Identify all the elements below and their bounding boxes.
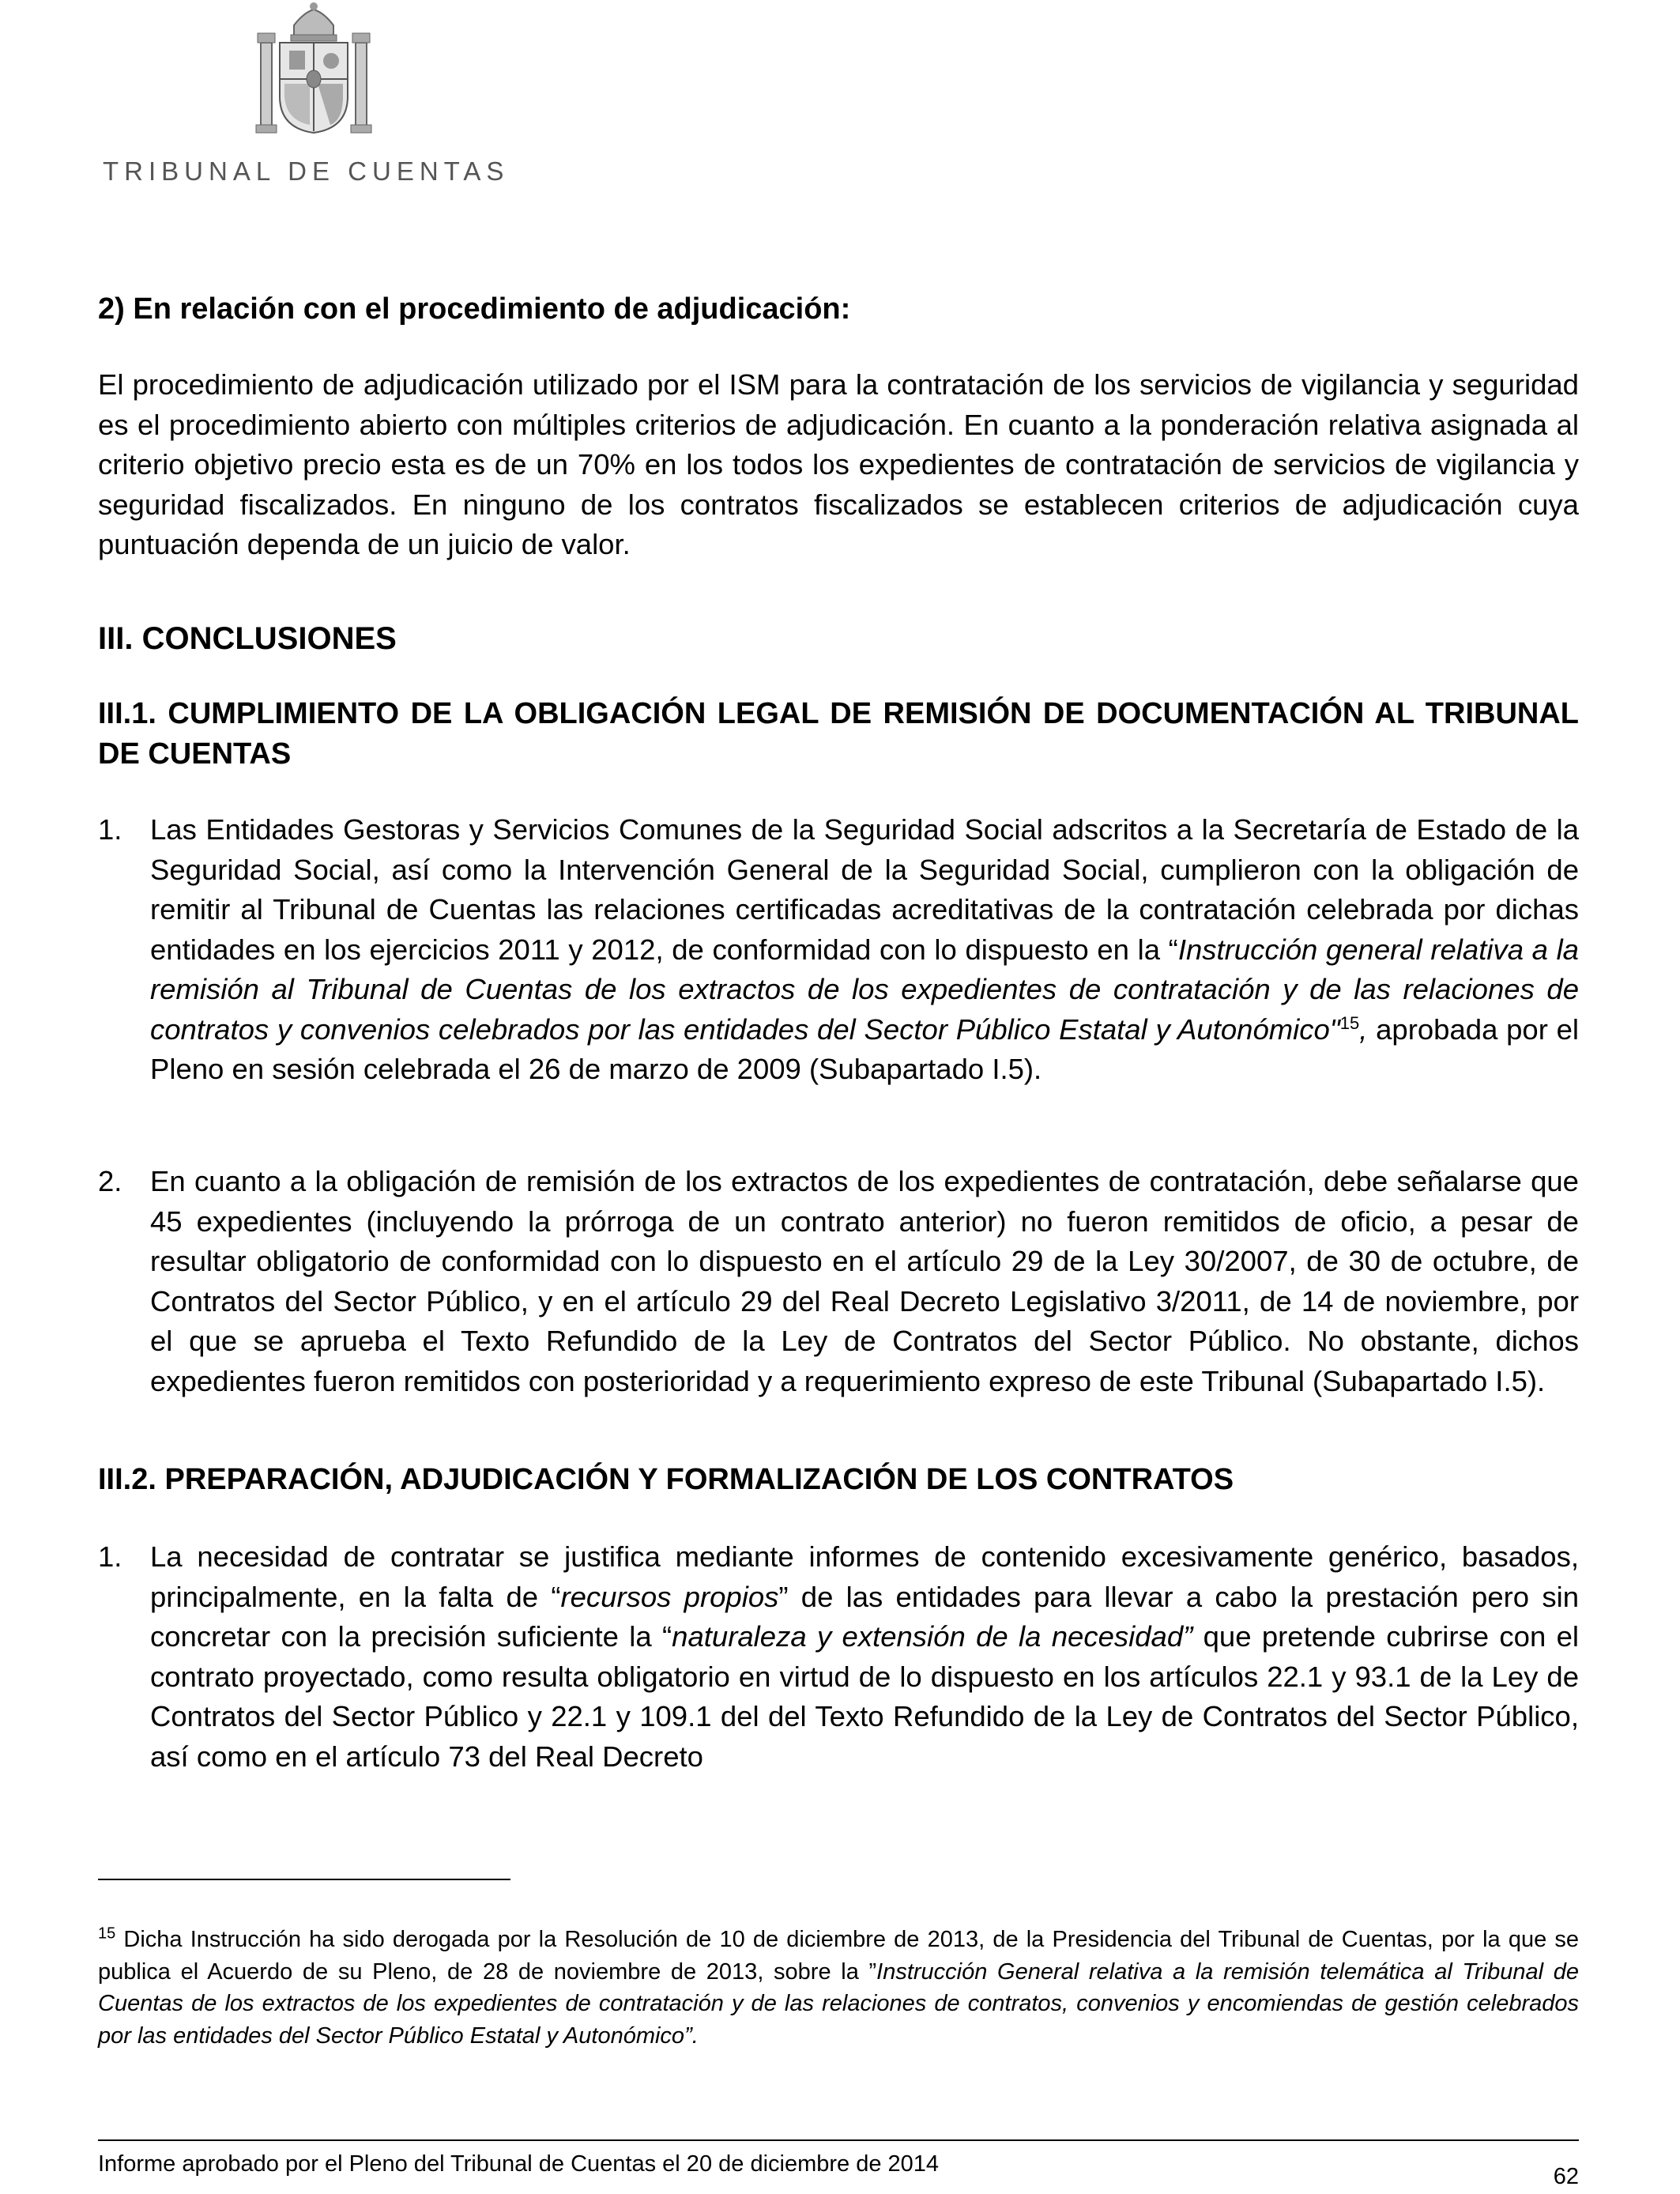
list-item-text: La necesidad de contratar se justifica mediante informes de contenido excesivamente genérico, basados, principalmente, en la falta de “recursos propios” de las entidades para llevar a cabo la prestación pero sin concretar con la precisión suficiente la “naturaleza y extensión de la necesidad” que pretende cubrirse con el contrato proyectado, como resulta obligatorio en virtud de lo dispuesto en los artículos 22.1 y 93.1 de la Ley de Contratos del Sector Público y 22.1 y 109.1 del del Texto Refundido de la Ley de Contratos del Sector Público, así como en el artículo 73 del Real Decreto xyxy=(150,1540,1579,1773)
subsection-heading: III.1. CUMPLIMIENTO DE LA OBLIGACIÓN LEGAL DE REMISIÓN DE DOCUMENTACIÓN AL TRIBUNAL DE CUENTAS xyxy=(98,697,1579,771)
list-item xyxy=(98,1537,1579,1777)
footer-divider xyxy=(98,2139,1579,2141)
footer-text: Informe aprobado por el Pleno del Tribunal de Cuentas el 20 de diciembre de 2014 xyxy=(98,2151,940,2177)
list-item-number: 2. xyxy=(98,1165,122,1197)
chapter-heading: III. CONCLUSIONES xyxy=(98,621,397,656)
list-item-text: En cuanto a la obligación de remisión de los extractos de los expedientes de contratación, debe señalarse que 45 expedientes (incluyendo la prórroga de un contrato anterior) no fueron remitidos de oficio, a pesar de resultar obligatorio de conformidad con lo dispuesto en el artículo 29 de la Ley 30/2007, de 30 de octubre, de Contratos del Sector Público, y en el artículo 29 del Real Decreto Legislativo 3/2011, de 14 de noviembre, por el que se aprueba el Texto Refundido de la Ley de Contratos del Sector Público. No obstante, dichos expedientes fueron remitidos con posterioridad y a requerimiento expreso de este Tribunal (Subapartado I.5). xyxy=(150,1165,1579,1397)
section-heading: 2) En relación con el procedimiento de adjudicación: xyxy=(98,292,851,326)
subsection-heading: III.2. PREPARACIÓN, ADJUDICACIÓN Y FORMALIZACIÓN DE LOS CONTRATOS xyxy=(98,1463,1234,1496)
list-item-number: 1. xyxy=(98,1540,122,1573)
spanish-coat-of-arms-icon xyxy=(254,2,373,134)
footnote-divider xyxy=(98,1879,510,1880)
paragraph: El procedimiento de adjudicación utilizado por el ISM para la contratación de los servicios de vigilancia y seguridad es el procedimiento abierto con múltiples criterios de adjudicación. En cuanto a la ponderación relativa asignada al criterio objetivo precio esta es de un 70% en los todos los expedientes de contratación de servicios de vigilancia y seguridad fiscalizados. En ninguno de los contratos fiscalizados se establecen criterios de adjudicación cuya puntuación dependa de un juicio de valor. xyxy=(98,368,1579,560)
page-number: 62 xyxy=(1553,2164,1579,2189)
list-item xyxy=(98,810,1579,1090)
list-item xyxy=(98,1162,1579,1401)
footnote: $^{15}$ Dicha Instrucción ha sido derogada por la Resolución de 10 de diciembre de 2013, de la Presidencia del Tribunal de Cuentas, por la que se publica el Acuerdo de su Pleno, de 28 de noviembre de 2013, sobre la ”Instrucción General relativa a la remisión telemática al Tribunal de Cuentas de los extractos de los expedientes de contratación y de las relaciones de contratos, convenios y encomiendas de gestión celebrados por las entidades del Sector Público Estatal y Autonómico”. xyxy=(98,1924,1579,2049)
list-item-text: Las Entidades Gestoras y Servicios Comunes de la Seguridad Social adscritos a la Secretaría de Estado de la Seguridad Social, así como la Intervención General de la Seguridad Social, cumplieron con la obligación de remitir al Tribunal de Cuentas las relaciones certificadas acreditativas de la contratación celebrada por dichas entidades en los ejercicios 2011 y 2012, de conformidad con lo dispuesto en la “Instrucción general relativa a la remisión al Tribunal de Cuentas de los extractos de los expedientes de contratación y de las relaciones de contratos y convenios celebrados por las entidades del Sector Público Estatal y Autonómico"$^{15}$, aprobada por el Pleno en sesión celebrada el 26 de marzo de 2009 (Subapartado I.5). xyxy=(150,813,1579,1085)
footnote-number: 15 xyxy=(98,1924,116,1943)
footnote-reference[interactable]: 15 xyxy=(1339,1012,1360,1033)
list-item-number: 1. xyxy=(98,813,122,846)
organization-name: TRIBUNAL DE CUENTAS xyxy=(103,156,510,186)
